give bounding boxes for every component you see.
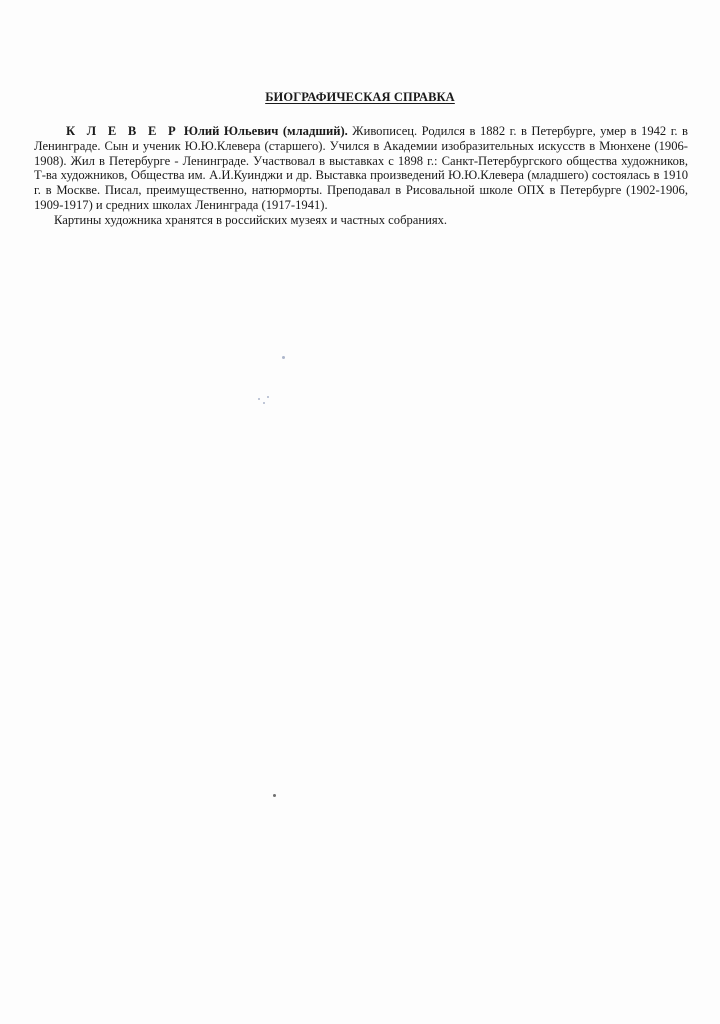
artist-surname: К Л Е В Е Р	[66, 124, 180, 138]
scan-speck	[258, 398, 260, 400]
scan-speck	[282, 356, 285, 359]
scan-speck	[267, 396, 269, 398]
scan-speck	[263, 402, 265, 404]
collections-paragraph: Картины художника хранятся в российских музеях и частных собраниях.	[54, 212, 448, 227]
biography-paragraph	[34, 124, 688, 213]
document-title: БИОГРАФИЧЕСКАЯ СПРАВКА	[265, 90, 455, 104]
artist-given-name: Юлий Юльевич (младший).	[183, 124, 348, 138]
scan-speck	[273, 794, 276, 797]
document-body	[34, 124, 688, 228]
biography-text: Живописец. Родился в 1882 г. в Петербурге, умер в 1942 г. в Ленинграде. Сын и ученик Ю.Ю.Клевера (старшего). Учился в Академии изобразительных искусств в Мюнхене (1906-1908). Жил в Петербурге - Ленинграде. Участвовал в выставках с 1898 г.: Санкт-Петербургского общества художников, Т-ва художников, Общества им. А.И.Куинджи и др. Выставка произведений Ю.Ю.Клевера (младшего) состоялась в 1910 г. в Москве. Писал, преимущественно, натюрморты. Преподавал в Рисовальной школе ОПХ в Петербурге (1902-1906, 1909-1917) и средних школах Ленинграда (1917-1941).	[34, 124, 688, 212]
